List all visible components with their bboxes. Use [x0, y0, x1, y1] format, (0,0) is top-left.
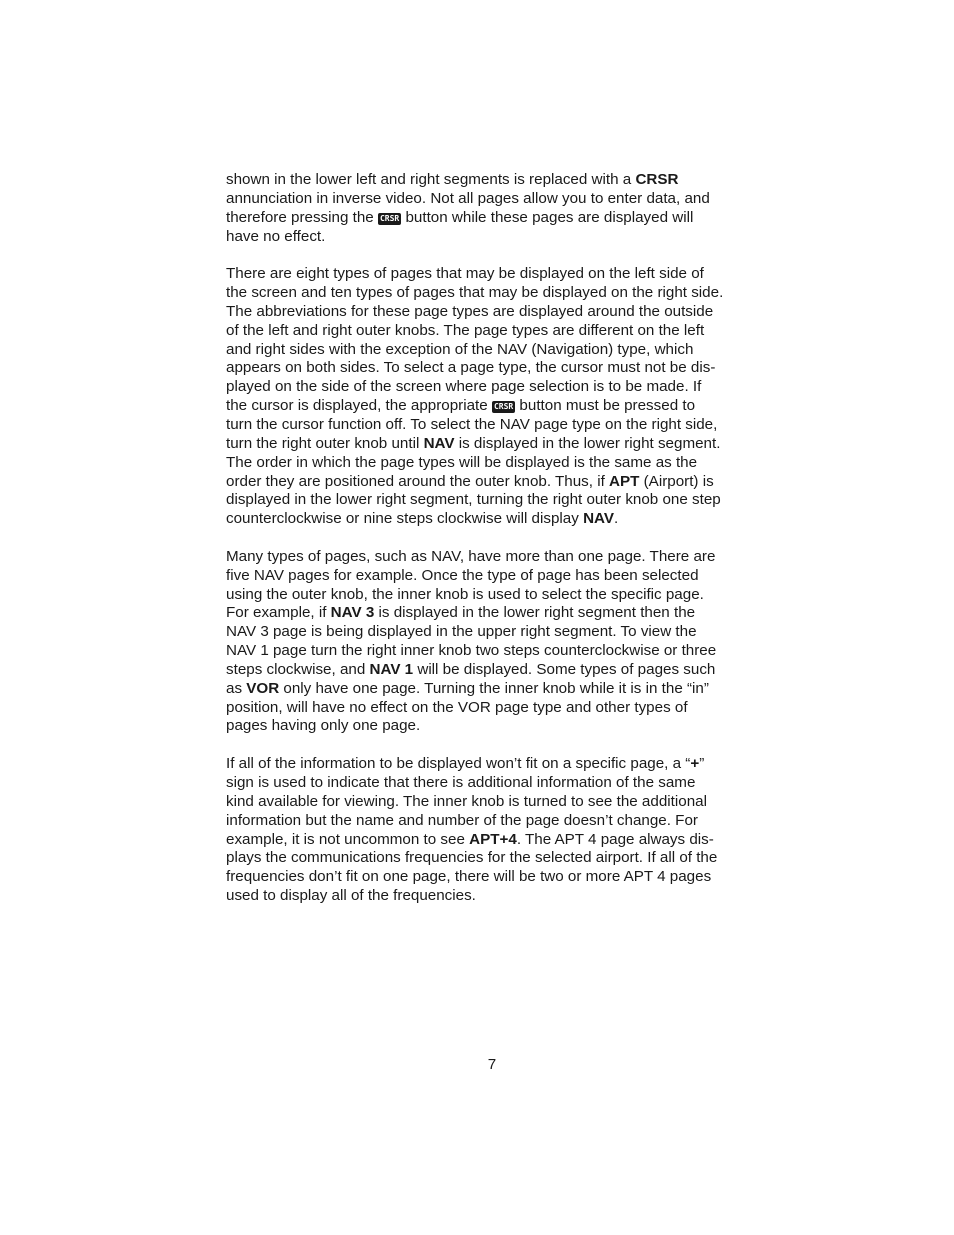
paragraph	[226, 755, 746, 906]
crsr-key-icon: CRSR	[493, 402, 514, 412]
text-line: of the left and right outer knobs. The page types are different on the left	[226, 321, 705, 339]
text-line: pages having only one page.	[226, 717, 421, 735]
paragraph	[226, 171, 746, 246]
crsr-key-icon: CRSR	[379, 213, 400, 223]
text-line: used to display all of the frequencies.	[226, 887, 476, 905]
text-line: The order in which the page types will be displayed is the same as the	[226, 453, 698, 471]
text-line: five NAV pages for example. Once the type of page has been selected	[226, 566, 699, 584]
text-line: For example, if NAV 3 is displayed in the lower right segment then the	[226, 604, 696, 622]
paragraph	[226, 548, 746, 736]
text-line: NAV 3 page is being displayed in the upper right segment. To view the	[226, 623, 697, 641]
text-line: have no effect.	[226, 227, 326, 245]
text-line: turn the right outer knob until NAV is displayed in the lower right segment.	[226, 434, 721, 452]
text-line: NAV 1 page turn the right inner knob two steps counterclockwise or three	[226, 642, 717, 660]
text-line: If all of the information to be displayed won’t fit on a specific page, a “+”	[226, 755, 705, 773]
page-number: 7	[487, 1056, 497, 1073]
text-line: information but the name and number of the page doesn’t change. For	[226, 811, 698, 829]
text-line: appears on both sides. To select a page type, the cursor must not be dis-	[226, 359, 716, 377]
text-line: steps clockwise, and NAV 1 will be displayed. Some types of pages such	[226, 660, 716, 678]
text-line: turn the cursor function off. To select the NAV page type on the right side,	[226, 415, 718, 433]
text-line: annunciation in inverse video. Not all pages allow you to enter data, and	[226, 189, 710, 207]
text-line: played on the side of the screen where page selection is to be made. If	[226, 378, 702, 396]
text-line: There are eight types of pages that may be displayed on the left side of	[226, 265, 704, 283]
text-line: order they are positioned around the outer knob. Thus, if APT (Airport) is	[226, 472, 714, 490]
text-line: therefore pressing the CRSR button while these pages are displayed will	[226, 208, 694, 226]
text-line: and right sides with the exception of the NAV (Navigation) type, which	[226, 340, 694, 358]
text-line: as VOR only have one page. Turning the inner knob while it is in the “in”	[226, 679, 709, 697]
text-line: sign is used to indicate that there is additional information of the same	[226, 774, 696, 791]
text-line: kind available for viewing. The inner knob is turned to see the additional	[226, 792, 707, 810]
text-line: plays the communications frequencies for the selected airport. If all of the	[226, 849, 718, 867]
text-line: using the outer knob, the inner knob is used to select the specific page.	[226, 585, 704, 603]
manual-body	[226, 171, 746, 925]
text-line: counterclockwise or nine steps clockwise will display NAV.	[226, 510, 619, 528]
text-line: shown in the lower left and right segments is replaced with a CRSR	[226, 171, 679, 188]
text-line: position, will have no effect on the VOR page type and other types of	[226, 698, 688, 716]
text-line: displayed in the lower right segment, turning the right outer knob one step	[226, 491, 721, 509]
paragraph	[226, 265, 746, 529]
text-line: Many types of pages, such as NAV, have more than one page. There are	[226, 547, 716, 565]
text-line: the screen and ten types of pages that may be displayed on the right side.	[226, 284, 724, 302]
text-line: The abbreviations for these page types are displayed around the outside	[226, 302, 714, 320]
text-line: frequencies don’t fit on one page, there will be two or more APT 4 pages	[226, 868, 712, 886]
crsr-annunciation: CRSR	[635, 171, 679, 188]
text-line: example, it is not uncommon to see APT+4. The APT 4 page always dis-	[226, 830, 714, 848]
text-line: the cursor is displayed, the appropriate CRSR button must be pressed to	[226, 397, 696, 415]
